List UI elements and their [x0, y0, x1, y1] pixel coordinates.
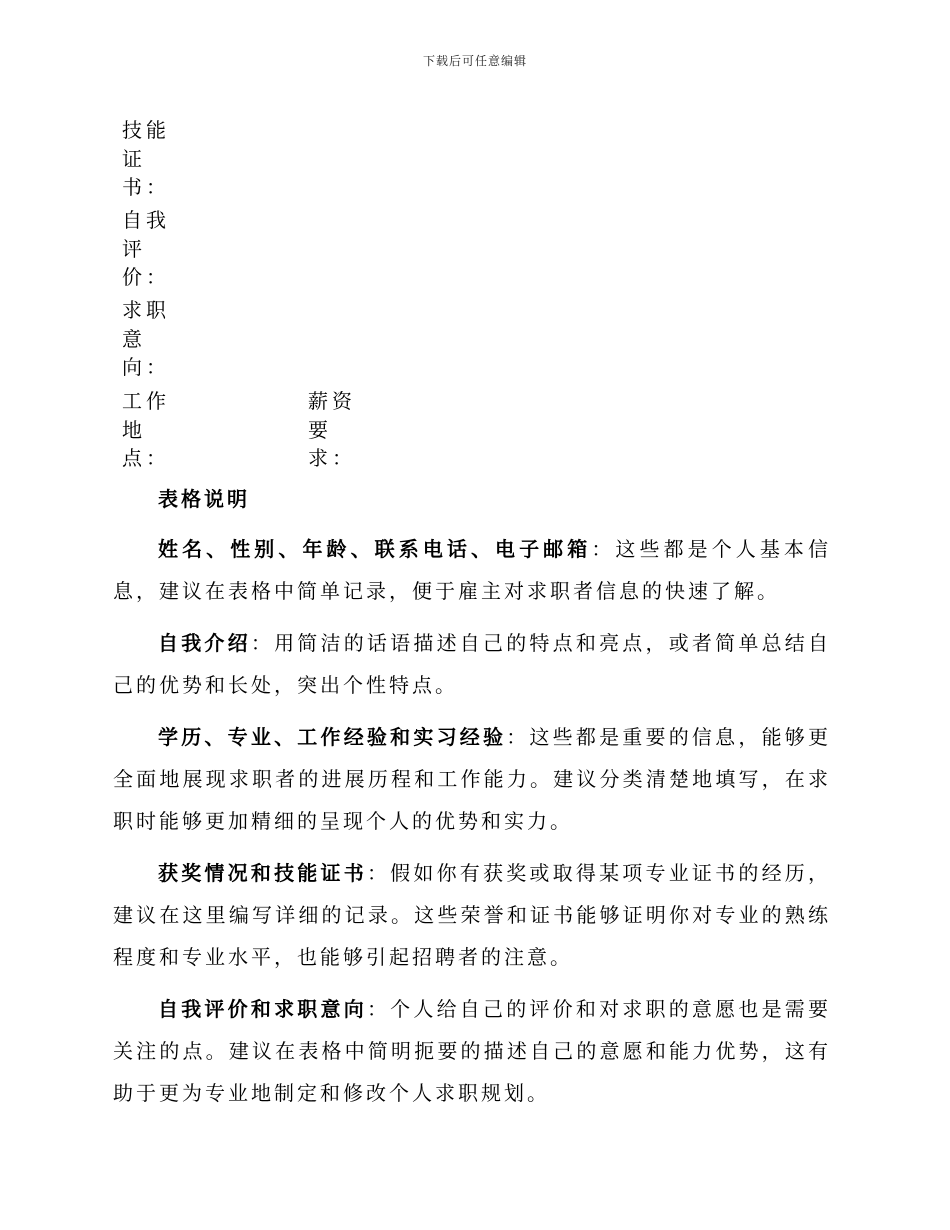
- field-label-job-intention: 求职 意 向：: [122, 298, 170, 379]
- note-term: 自我评价和求职意向: [158, 997, 367, 1021]
- note-term: 学历、专业、工作经验和实习经验: [158, 725, 507, 749]
- note-term: 姓名、性别、年龄、联系电话、电子邮箱: [158, 537, 592, 561]
- note-paragraph-awards-certificates: [113, 852, 831, 978]
- note-paragraph-basic-info: [113, 528, 831, 612]
- note-text: ：用简洁的话语描述自己的特点和亮点，或者简单总结自己的优势和长处，突出个性特点。: [113, 631, 832, 697]
- page-header: 下载后可任意编辑: [422, 54, 527, 68]
- note-text: ：个人给自己的评价和对求职的意愿也是需要关注的点。建议在表格中简明扼要的描述自己的意愿和能力优势，这有助于更为专业地制定和修改个人求职规划。: [113, 997, 832, 1105]
- note-text: ：这些都是个人基本信息，建议在表格中简单记录，便于雇主对求职者信息的快速了解。: [113, 537, 832, 603]
- note-paragraph-self-intro: [113, 622, 831, 706]
- field-label-self-evaluation: 自我 评 价：: [122, 208, 170, 289]
- notes-title: 表格说明: [158, 487, 250, 511]
- note-text: ：假如你有获奖或取得某项专业证书的经历，建议在这里编写详细的记录。这些荣誉和证书能够证明你对专业的熟练程度和专业水平，也能够引起招聘者的注意。: [113, 861, 832, 969]
- note-paragraph-education-experience: [113, 716, 831, 842]
- note-term: 自我介绍: [158, 631, 251, 655]
- field-label-salary-requirement: 薪资 要 求：: [308, 389, 356, 470]
- field-label-skill-certificate: 技能 证 书：: [122, 118, 170, 199]
- field-label-work-location: 工作 地 点：: [122, 389, 170, 470]
- note-text: ：这些都是重要的信息，能够更全面地展现求职者的进展历程和工作能力。建议分类清楚地填写，在求职时能够更加精细的呈现个人的优势和实力。: [113, 725, 832, 833]
- note-term: 获奖情况和技能证书: [158, 861, 367, 885]
- note-paragraph-evaluation-intention: [113, 988, 831, 1114]
